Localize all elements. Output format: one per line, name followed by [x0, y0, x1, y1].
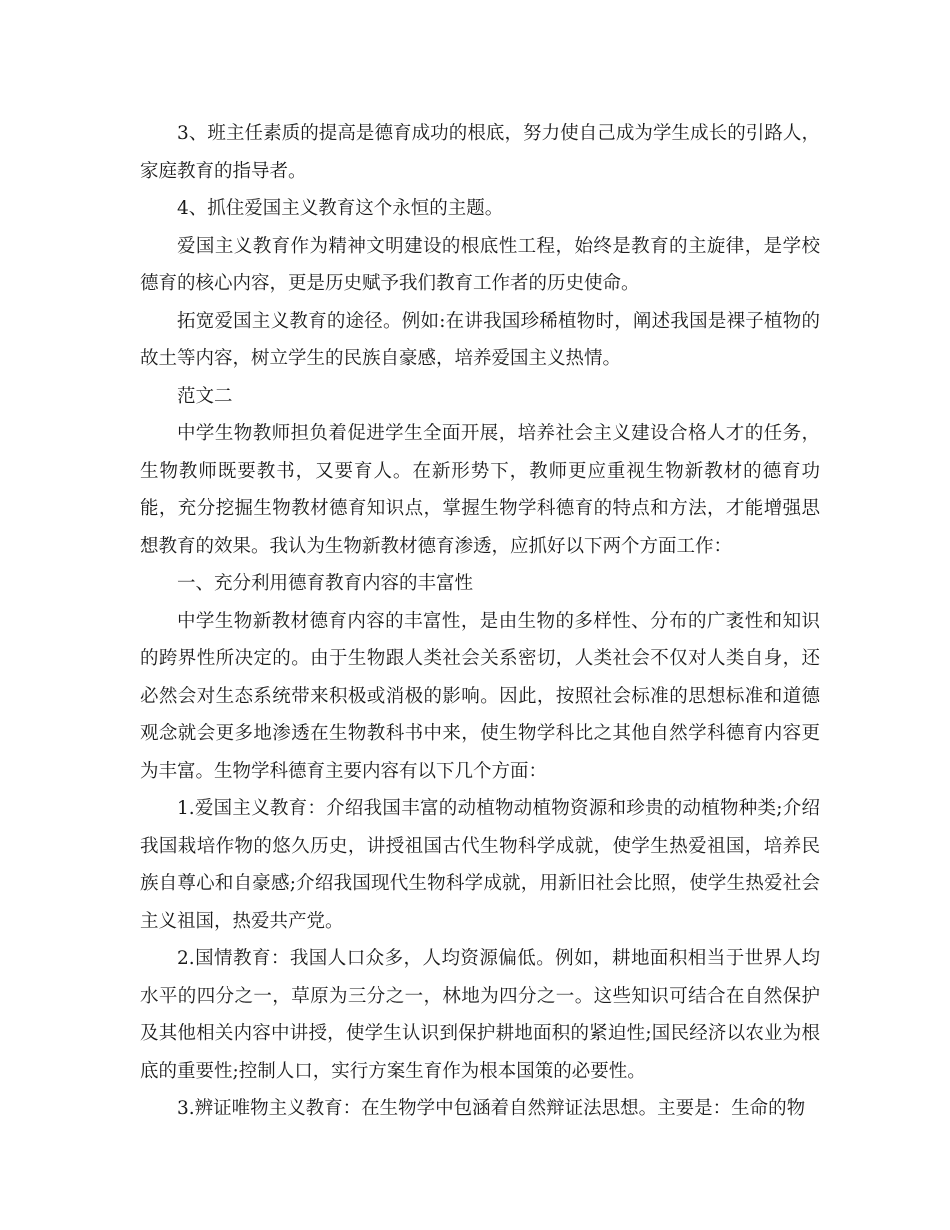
list-item-dialectical-materialism: 3.辨证唯物主义教育：在生物学中包涵着自然辩证法思想。主要是：生命的物	[177, 1098, 806, 1119]
paragraph-patriotism-approach: 拓宽爱国主义教育的途径。例如:在讲我国珍稀植物时，阐述我国是裸子植物的故土等内容，树立学生的民族自豪感，培养爱国主义热情。	[140, 310, 820, 369]
paragraph-moral-content-richness: 中学生物新教材德育内容的丰富性，是由生物的多样性、分布的广袤性和知识的跨界性所决定的。由于生物跟人类社会关系密切，人类社会不仅对人类自身，还必然会对生态系统带来积极或消极的影响。因此，按照社会标准的思想标准和道德观念就会更多地渗透在生物教科书中来，使生物学科比之其他自然学科德育内容更为丰富。生物学科德育主要内容有以下几个方面：	[140, 610, 820, 782]
list-item-patriotic-education: 1.爱国主义教育：介绍我国丰富的动植物动植物资源和珍贵的动植物种类;介绍我国栽培作物的悠久历史，讲授祖国古代生物科学成就，使学生热爱祖国，培养民族自尊心和自豪感;介绍我国现代生物科学成就，用新旧社会比照，使学生热爱社会主义祖国，热爱共产党。	[140, 798, 820, 932]
paragraph-patriotism-foundation: 爱国主义教育作为精神文明建设的根底性工程，始终是教育的主旋律，是学校德育的核心内容，更是历史赋予我们教育工作者的历史使命。	[140, 235, 820, 294]
section-heading-sample-two: 范文二	[177, 385, 233, 407]
section-heading-richness: 一、充分利用德育教育内容的丰富性	[177, 573, 474, 594]
document-body	[140, 115, 820, 1128]
paragraph-patriotism-theme: 4、抓住爱国主义教育这个永恒的主题。	[177, 198, 504, 219]
paragraph-biology-teacher-intro: 中学生物教师担负着促进学生全面开展，培养社会主义建设合格人才的任务，生物教师既要教书，又要育人。在新形势下，教师更应重视生物新教材的德育功能，充分挖掘生物教材德育知识点，掌握生物学科德育的特点和方法，才能增强思想教育的效果。我认为生物新教材德育渗透，应抓好以下两个方面工作：	[140, 423, 820, 557]
list-item-national-conditions: 2.国情教育：我国人口众多，人均资源偏低。例如，耕地面积相当于世界人均水平的四分之一，草原为三分之一，林地为四分之一。这些知识可结合在自然保护及其他相关内容中讲授，使学生认识到保护耕地面积的紧迫性;国民经济以农业为根底的重要性;控制人口，实行方案生育作为根本国策的必要性。	[140, 948, 820, 1082]
paragraph-class-teacher-quality: 3、班主任素质的提高是德育成功的根底，努力使自己成为学生成长的引路人，家庭教育的指导者。	[140, 123, 820, 182]
